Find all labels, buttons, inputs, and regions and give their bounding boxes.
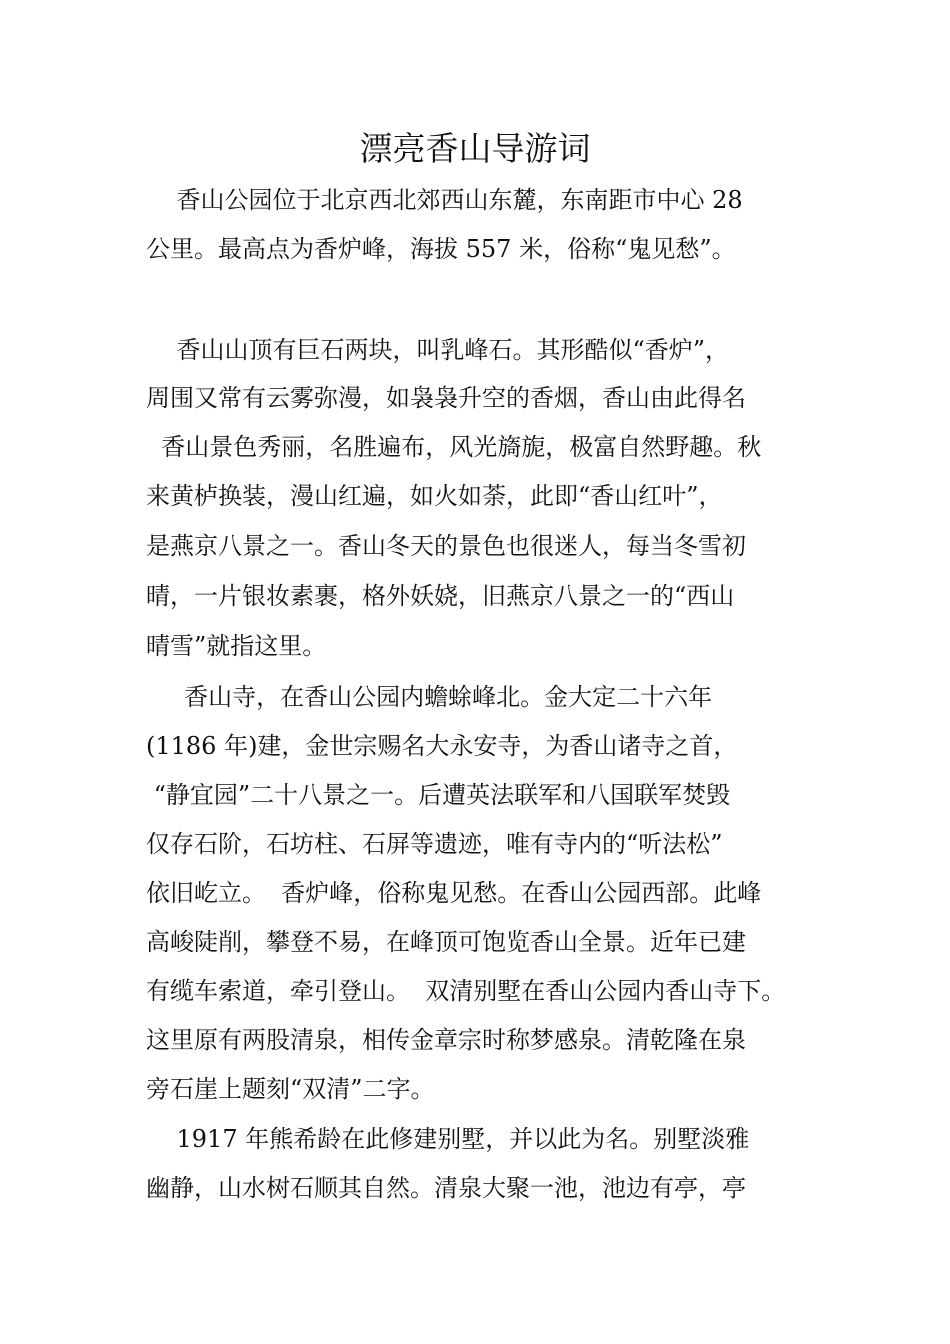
text-line: 有缆车索道，牵引登山。 双清别墅在香山公园内香山寺下。 bbox=[146, 977, 786, 1005]
text-line: 晴雪”就指这里。 bbox=[146, 632, 327, 660]
text-line: 高峻陡削，攀登不易，在峰顶可饱览香山全景。近年已建 bbox=[146, 928, 746, 956]
text-line: (1186 年)建，金世宗赐名大永安寺，为香山诸寺之首， bbox=[146, 732, 738, 760]
text-line: 香山景色秀丽，名胜遍布，风光旖旎，极富自然野趣。秋 bbox=[146, 433, 762, 461]
text-line: 这里原有两股清泉，相传金章宗时称梦感泉。清乾隆在泉 bbox=[146, 1026, 746, 1054]
text-line: 仅存石阶，石坊柱、石屏等遗迹，唯有寺内的“听法松” bbox=[146, 830, 723, 858]
text-line: “静宜园”二十八景之一。后遭英法联军和八国联军焚毁 bbox=[146, 781, 731, 809]
text-line: 香山公园位于北京西北郊西山东麓，东南距市中心 28 bbox=[146, 186, 743, 214]
text-line: 来黄栌换装，漫山红遍，如火如荼，此即“香山红叶”， bbox=[146, 482, 723, 510]
text-line: 是燕京八景之一。香山冬天的景色也很迷人，每当冬雪初 bbox=[146, 532, 746, 560]
text-line: 晴，一片银妆素裹，格外妖娆，旧燕京八景之一的“西山 bbox=[146, 582, 735, 610]
document-title: 漂亮香山导游词 bbox=[359, 129, 591, 168]
text-line: 周围又常有云雾弥漫，如袅袅升空的香烟，香山由此得名 bbox=[146, 384, 746, 412]
text-line: 公里。最高点为香炉峰，海拔 557 米，俗称“鬼见愁”。 bbox=[146, 235, 736, 263]
text-line: 1917 年熊希龄在此修建别墅，并以此为名。别墅淡雅 bbox=[146, 1125, 750, 1153]
text-line: 幽静，山水树石顺其自然。清泉大聚一池，池边有亭，亭 bbox=[146, 1174, 746, 1202]
text-line: 香山寺，在香山公园内蟾蜍峰北。金大定二十六年 bbox=[146, 683, 713, 711]
text-line: 香山山顶有巨石两块，叫乳峰石。其形酷似“香炉”， bbox=[146, 336, 730, 364]
text-line: 旁石崖上题刻“双清”二字。 bbox=[146, 1075, 435, 1103]
text-line: 依旧屹立。 香炉峰，俗称鬼见愁。在香山公园西部。此峰 bbox=[146, 879, 762, 907]
